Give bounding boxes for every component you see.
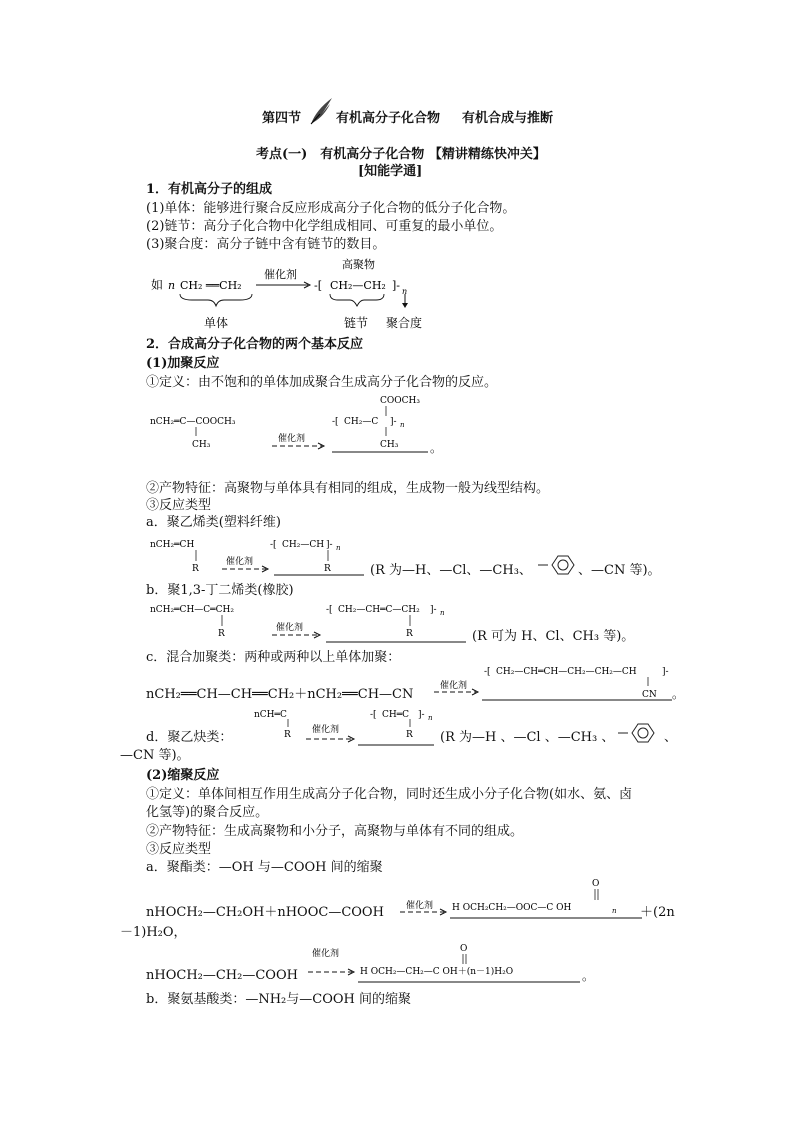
type-b-note: (R 可为 H、Cl、CH₃ 等)。 [472, 629, 635, 644]
polyester-figure-2 [304, 942, 614, 988]
svg-text:nCH═C: nCH═C [254, 710, 287, 720]
svg-text:CH═C: CH═C [382, 710, 410, 720]
svg-text:]-: ]- [390, 417, 397, 427]
section-number: 第四节 [262, 111, 302, 126]
type-d-note-sep: 、 [664, 730, 678, 745]
svg-text:R: R [218, 629, 225, 639]
svg-text:催化剂: 催化剂 [276, 623, 304, 633]
type-cb-title: b．聚氨基酸类：—NH₂与—COOH 间的缩聚 [146, 992, 411, 1007]
condensation-definition-1: ①定义：单体间相互作用生成高分子化合物，同时还生成小分子化合物(如水、氨、卤 [146, 787, 633, 802]
fig-sub-n: n [402, 287, 408, 296]
addition-product-feature: ②产物特征：高聚物与单体具有相同的组成，生成物一般为线型结构。 [146, 481, 550, 496]
type-d-title: d．聚乙炔类： [146, 730, 233, 745]
svg-text:-[: -[ [270, 540, 277, 550]
polyester-figure-1 [396, 876, 646, 922]
svg-text:。: 。 [672, 687, 685, 701]
condensation-types: ③反应类型 [146, 842, 212, 857]
addition-definition: ①定义：由不饱和的单体加成聚合生成高分子化合物的反应。 [146, 375, 498, 390]
addition-title: (1)加聚反应 [146, 356, 220, 371]
svg-text:CN: CN [642, 690, 657, 700]
ester-equation-1-tail: ＋(2n [640, 905, 675, 920]
s1-monomer: (1)单体：能够进行聚合反应形成高分子化合物的低分子化合物。 [146, 201, 516, 216]
svg-text:]-: ]- [662, 667, 669, 677]
addition-types: ③反应类型 [146, 498, 212, 513]
polyethylene-figure [146, 533, 376, 579]
fig-ru: 如 [151, 278, 164, 292]
svg-text:]-: ]- [326, 540, 333, 550]
bracket-left-icon: -[ [314, 279, 323, 292]
type-c-title: c．混合加聚类：两种或两种以上单体加聚： [146, 650, 401, 665]
type-ca-title: a．聚酯类：—OH 与—COOH 间的缩聚 [146, 860, 383, 875]
svg-text:]-: ]- [430, 605, 437, 615]
label-degree: 聚合度 [386, 316, 423, 330]
svg-text:CH₃: CH₃ [192, 440, 211, 450]
zhineng-heading: [知能学通] [358, 164, 423, 179]
svg-text:。: 。 [582, 969, 595, 983]
svg-text:CH₂—C: CH₂—C [344, 417, 379, 427]
svg-text:CH₂—CH═CH—CH₂—CH₂—CH: CH₂—CH═CH—CH₂—CH₂—CH [496, 667, 637, 677]
svg-text:CH₂—CH: CH₂—CH [282, 540, 325, 550]
butadiene-figure [146, 600, 476, 646]
fig-catalyst: 催化剂 [264, 268, 297, 281]
svg-text:R: R [192, 564, 199, 574]
bracket-right-icon: ]- [392, 279, 401, 292]
chapter-title-a: 有机高分子化合物 [336, 111, 441, 126]
svg-text:CH₃: CH₃ [380, 440, 399, 450]
svg-text:催化剂: 催化剂 [226, 557, 254, 567]
svg-text:COOCH₃: COOCH₃ [380, 396, 420, 406]
svg-text:H OCH₂—CH₂—C OH＋(n－1)H₂O: H OCH₂—CH₂—C OH＋(n－1)H₂O [360, 967, 514, 977]
condensation-definition-2: 化氢等)的聚合反应。 [146, 805, 269, 820]
ester-equation-1-tail2: －1)H₂O， [120, 925, 187, 940]
svg-text:O: O [592, 879, 600, 889]
fig-monomer: CH₂ ══CH₂ [180, 279, 242, 292]
type-d-note-end: —CN 等)。 [120, 748, 190, 763]
condensation-title: (2)缩聚反应 [146, 768, 220, 783]
mixed-addition-figure [432, 664, 690, 704]
fig-polymer: CH₂—CH₂ [330, 279, 386, 292]
svg-text:n: n [612, 907, 617, 915]
polymer-structure-figure [146, 256, 446, 334]
svg-text:nCH₂═CH: nCH₂═CH [150, 540, 195, 550]
svg-text:R: R [406, 629, 413, 639]
label-chain: 链节 [344, 316, 369, 330]
ester-equation-2: nHOCH₂—CH₂—COOH [146, 968, 298, 983]
label-monomer: 单体 [204, 316, 229, 330]
svg-text:O: O [460, 944, 468, 954]
condensation-product-feature: ②产物特征：生成高聚物和小分子，高聚物与单体有不同的组成。 [146, 824, 524, 839]
s1-degree: (3)聚合度：高分子链中含有链节的数目。 [146, 237, 386, 252]
svg-text:催化剂: 催化剂 [278, 434, 306, 444]
svg-text:R: R [284, 730, 291, 740]
svg-text:-[: -[ [484, 667, 491, 677]
quill-icon [308, 96, 334, 126]
fig-polymer-label: 高聚物 [342, 258, 375, 271]
svg-text:H OCH₂CH₂—OOC—C OH: H OCH₂CH₂—OOC—C OH [452, 903, 572, 913]
svg-text:n: n [336, 544, 341, 552]
polyacetylene-figure [248, 705, 438, 749]
svg-text:n: n [428, 714, 433, 722]
kaodian-heading: 考点(一) 有机高分子化合物 【精讲精练快冲关】 [256, 147, 546, 162]
fig-n: n [168, 279, 176, 292]
svg-text:n: n [400, 421, 405, 429]
type-b-title: b．聚1,3-丁二烯类(橡胶) [146, 583, 294, 598]
svg-text:nCH₂═CH—C═CH₂: nCH₂═CH—C═CH₂ [150, 605, 234, 615]
type-a-title: a．聚乙烯类(塑料纤维) [146, 515, 281, 530]
svg-text:nCH₂═C—COOCH₃: nCH₂═C—COOCH₃ [150, 417, 236, 427]
type-a-note: (R 为—H、—Cl、—CH₃、 [370, 563, 532, 578]
type-d-note: (R 为—H 、—Cl 、—CH₃ 、 [440, 730, 615, 745]
s1-chain: (2)链节：高分子化合物中化学组成相同、可重复的最小单位。 [146, 219, 503, 234]
svg-text:催化剂: 催化剂 [440, 681, 468, 691]
svg-text:催化剂: 催化剂 [312, 949, 340, 959]
svg-text:R: R [406, 730, 413, 740]
svg-text:-[: -[ [370, 710, 377, 720]
svg-text:R: R [324, 564, 331, 574]
svg-text:催化剂: 催化剂 [312, 725, 340, 735]
svg-text:催化剂: 催化剂 [406, 901, 434, 911]
svg-text:-[: -[ [332, 417, 339, 427]
mma-polymerization-figure [146, 394, 446, 458]
type-a-note-end: 、—CN 等)。 [578, 563, 661, 578]
benzene-ring-icon-2 [618, 721, 658, 745]
svg-text:。: 。 [430, 441, 443, 455]
ester-equation-1: nHOCH₂—CH₂OH＋nHOOC—COOH [146, 905, 384, 920]
chapter-title-b: 有机合成与推断 [462, 111, 554, 126]
svg-text:]-: ]- [418, 710, 425, 720]
svg-text:-[: -[ [326, 605, 333, 615]
svg-text:n: n [440, 609, 445, 617]
svg-text:CH₂—CH═C—CH₂: CH₂—CH═C—CH₂ [338, 605, 420, 615]
type-c-equation: nCH₂══CH—CH══CH₂＋nCH₂══CH—CN [146, 687, 414, 702]
benzene-ring-icon [538, 553, 578, 577]
s1-heading: 1．有机高分子的组成 [146, 182, 273, 197]
s2-heading: 2．合成高分子化合物的两个基本反应 [146, 337, 364, 352]
